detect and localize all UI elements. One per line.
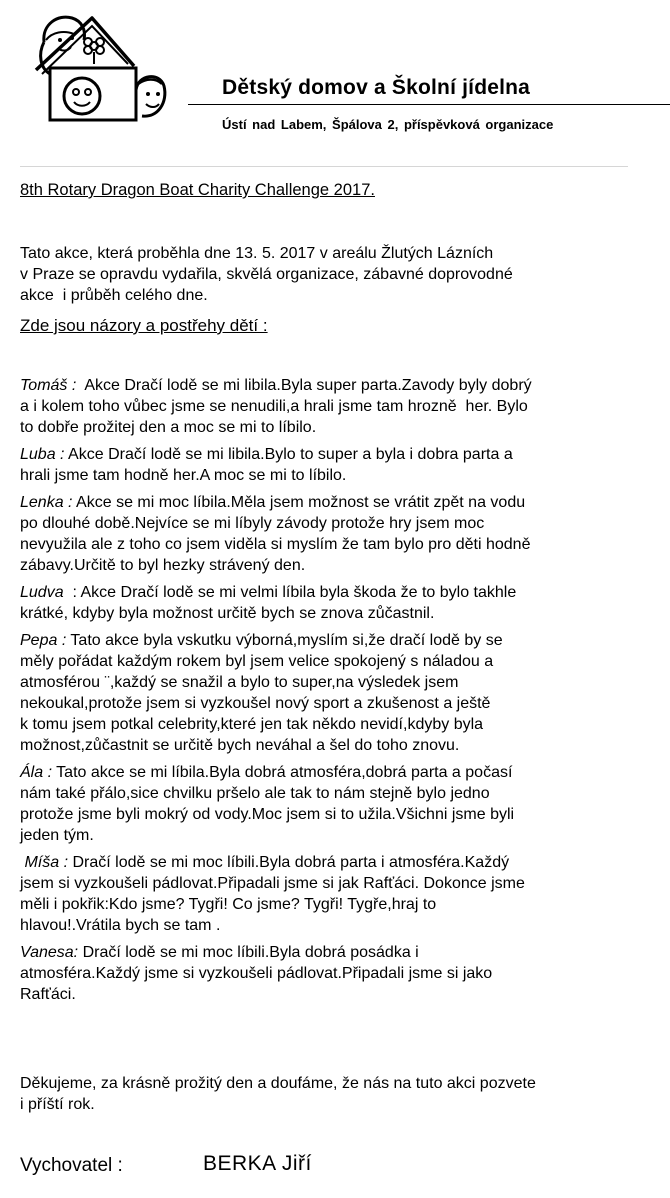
opinion-text: hlavou!.Vrátila bych se tam .: [20, 917, 221, 934]
opinions-list: [20, 375, 660, 1011]
opinion-text: atmosféra.Každý jsme si vyzkoušeli pádlovat.Připadali jsme si jako: [20, 965, 493, 982]
opinion-text: Tato akce byla vskutku výborná,myslím si,že dračí lodě by se: [66, 632, 503, 649]
opinion-text: : Akce Dračí lodě se mi velmi líbila byla škoda že to bylo takhle: [63, 584, 517, 601]
opinion-tomas: [20, 375, 660, 438]
opinion-text: jeden tým.: [20, 827, 94, 844]
opinion-text: možnost,zůčastnit se určitě bych neváhal a šel do toho znovu.: [20, 737, 460, 754]
opinion-text: Dračí lodě se mi moc líbili.Byla dobrá parta i atmosféra.Každý: [68, 854, 510, 871]
organization-name: Dětský domov a Školní jídelna: [222, 76, 531, 99]
opinion-text: měli i pokřik:Kdo jsme? Tygři! Co jsme? Tygři! Tygře,hraj to: [20, 896, 437, 913]
opinion-text: nevyužila ale z toho co jsem viděla si myslím že tam bylo pro děti hodně: [20, 536, 531, 553]
opinion-text: a i kolem toho vůbec jsme se nenudili,a hrali jsme tam hrozně her. Bylo: [20, 398, 528, 415]
opinion-author: Ludva: [20, 584, 64, 601]
organization-logo: [22, 10, 182, 126]
opinion-text: Dračí lodě se mi moc líbili.Byla dobrá posádka i: [78, 944, 419, 961]
opinion-text: měly pořádat každým rokem byl jsem velice spokojený s náladou a: [20, 653, 494, 670]
intro-line: v Praze se opravdu vydařila, skvělá organizace, zábavné doprovodné: [20, 266, 513, 283]
opinion-author: Luba :: [20, 446, 65, 463]
intro-line: Tato akce, která proběhla dne 13. 5. 2017 v areálu Žlutých Lázních: [20, 245, 494, 262]
signature-name: BERKA Jiří: [203, 1152, 312, 1175]
closing-paragraph: [20, 1073, 660, 1115]
opinion-luba: [20, 444, 660, 486]
page-divider: [20, 166, 628, 167]
intro-paragraph: [20, 243, 660, 306]
opinion-author: Vanesa:: [20, 944, 79, 961]
opinion-text: nekoukal,protože jsem si vyzkoušel nový sport a zkušenost a ještě: [20, 695, 491, 712]
opinion-text: zábavy.Určitě to byl hezky strávený den.: [20, 557, 306, 574]
opinion-text: hrali jsme tam hodně her.A moc se mi to líbilo.: [20, 467, 347, 484]
opinion-text: Tato akce se mi líbila.Byla dobrá atmosféra,dobrá parta a počasí: [52, 764, 513, 781]
opinion-text: po dlouhé době.Nejvíce se mi líbyly závody protože hry jsem moc: [20, 515, 485, 532]
closing-line: Děkujeme, za krásně prožitý den a doufáme, že nás na tuto akci pozvete: [20, 1075, 536, 1092]
opinion-text: nám také přálo,sice chvilku pršelo ale tak to nám stejně bylo jedno: [20, 785, 490, 802]
organization-address: Ústí nad Labem, Špálova 2, příspěvková organizace: [222, 117, 554, 132]
opinion-author: Ála :: [20, 764, 53, 781]
opinion-ludva: [20, 582, 660, 624]
header-divider: [188, 104, 670, 105]
opinion-ala: [20, 762, 660, 846]
boy-face-icon: [136, 77, 165, 117]
opinion-text: k tomu jsem potkal celebrity,které jen tak někdo nevidí,kdyby byla: [20, 716, 484, 733]
signature-label: Vychovatel :: [20, 1155, 123, 1176]
opinion-pepa: [20, 630, 660, 756]
opinion-text: protože jsme byli mokrý od vody.Moc jsem si to užila.Všichni jsme byli: [20, 806, 515, 823]
opinion-text: jsem si vyzkoušeli pádlovat.Připadali jsme si jak Rafťáci. Dokonce jsme: [20, 875, 525, 892]
opinion-text: Akce Dračí lodě se mi libila.Bylo to super a byla i dobra parta a: [64, 446, 513, 463]
opinion-author: Tomáš :: [20, 377, 77, 394]
flower-icon: [84, 38, 104, 64]
opinion-author: Lenka :: [20, 494, 73, 511]
opinion-vanesa: [20, 942, 660, 1005]
opinion-author: Míša :: [20, 854, 69, 871]
opinion-lenka: [20, 492, 660, 576]
opinion-text: to dobře prožitej den a moc se mi to líbilo.: [20, 419, 317, 436]
opinion-text: Akce Dračí lodě se mi libila.Byla super parta.Zavody byly dobrý: [76, 377, 532, 394]
opinion-author: Pepa :: [20, 632, 67, 649]
opinion-misa: [20, 852, 660, 936]
opinion-text: Akce se mi moc líbila.Měla jsem možnost se vrátit zpět na vodu: [72, 494, 526, 511]
opinion-text: Rafťáci.: [20, 986, 76, 1003]
intro-line: akce i průběh celého dne.: [20, 287, 208, 304]
opinion-text: krátké, kdyby byla možnost určitě bych se znova zůčastnil.: [20, 605, 435, 622]
child-face-icon: [64, 78, 100, 114]
closing-line: i příští rok.: [20, 1096, 95, 1113]
document-title: 8th Rotary Dragon Boat Charity Challenge 2017.: [20, 181, 375, 199]
opinion-text: atmosférou ¨,každý se snažil a bylo to super,na výsledek jsem: [20, 674, 459, 691]
opinions-heading: Zde jsou názory a postřehy dětí :: [20, 316, 268, 335]
